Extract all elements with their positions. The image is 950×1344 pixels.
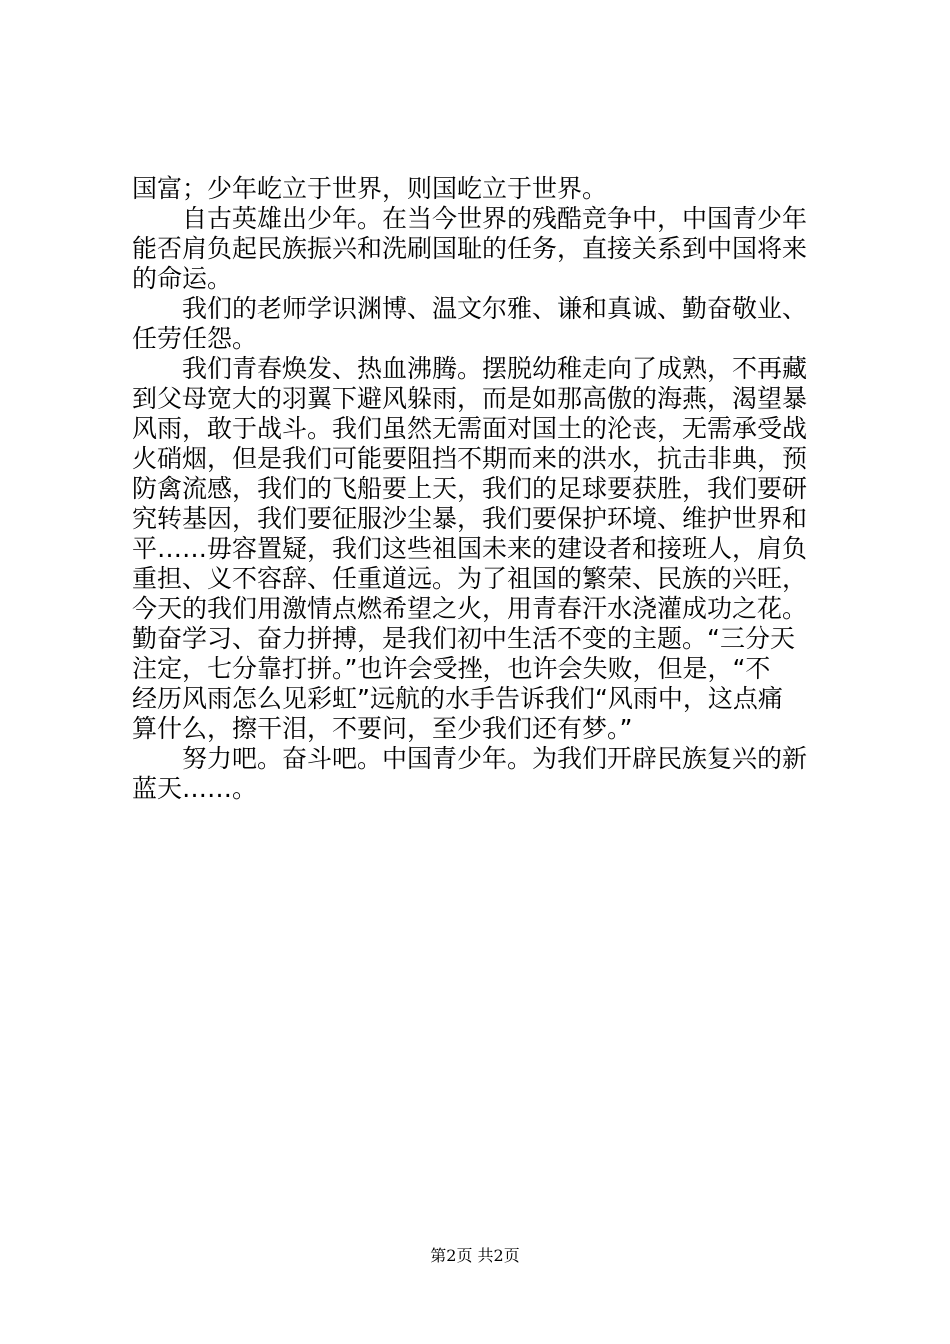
text-line: 究转基因，我们要征服沙尘暴，我们要保护环境、维护世界和 — [132, 504, 808, 533]
text-line: 的命运。 — [132, 264, 233, 293]
text-line: 能否肩负起民族振兴和洗刷国耻的任务，直接关系到中国将来 — [132, 234, 808, 263]
text-line: 平……毋容置疑，我们这些祖国未来的建设者和接班人，肩负 — [132, 534, 808, 563]
text-line: 今天的我们用激情点燃希望之火，用青春汗水浇灌成功之花。 — [132, 594, 808, 623]
text-line: 防禽流感，我们的飞船要上天，我们的足球要获胜，我们要研 — [132, 474, 808, 503]
text-line: 注定，七分靠打拼。”也许会受挫，也许会失败，但是，“不 — [132, 654, 771, 683]
text-line: 风雨，敢于战斗。我们虽然无需面对国土的沦丧，无需承受战 — [132, 414, 808, 443]
text-line: 重担、义不容辞、任重道远。为了祖国的繁荣、民族的兴旺， — [132, 564, 808, 593]
text-line: 努力吧。奋斗吧。中国青少年。为我们开辟民族复兴的新 — [132, 744, 808, 773]
text-line: 蓝天……。 — [132, 774, 258, 803]
text-line: 火硝烟，但是我们可能要阻挡不期而来的洪水，抗击非典，预 — [132, 444, 808, 473]
text-line: 自古英雄出少年。在当今世界的残酷竞争中，中国青少年 — [132, 204, 808, 233]
text-line: 我们的老师学识渊博、温文尔雅、谦和真诚、勤奋敬业、 — [132, 294, 808, 323]
page-footer — [0, 1246, 950, 1266]
text-line: 到父母宽大的羽翼下避风躲雨，而是如那高傲的海燕，渴望暴 — [132, 384, 808, 413]
text-line: 国富；少年屹立于世界，则国屹立于世界。 — [132, 174, 608, 203]
page-number: 第2页 共2页 — [430, 1246, 520, 1265]
text-line: 勤奋学习、奋力拼搏，是我们初中生活不变的主题。“三分天 — [132, 624, 795, 653]
document-body — [132, 174, 832, 804]
text-line: 我们青春焕发、热血沸腾。摆脱幼稚走向了成熟，不再藏 — [132, 354, 808, 383]
text-line: 任劳任怨。 — [132, 324, 258, 353]
text-line: 经历风雨怎么见彩虹”远航的水手告诉我们“风雨中，这点痛 — [132, 684, 783, 713]
text-line: 算什么，擦干泪，不要问，至少我们还有梦。” — [132, 714, 633, 743]
